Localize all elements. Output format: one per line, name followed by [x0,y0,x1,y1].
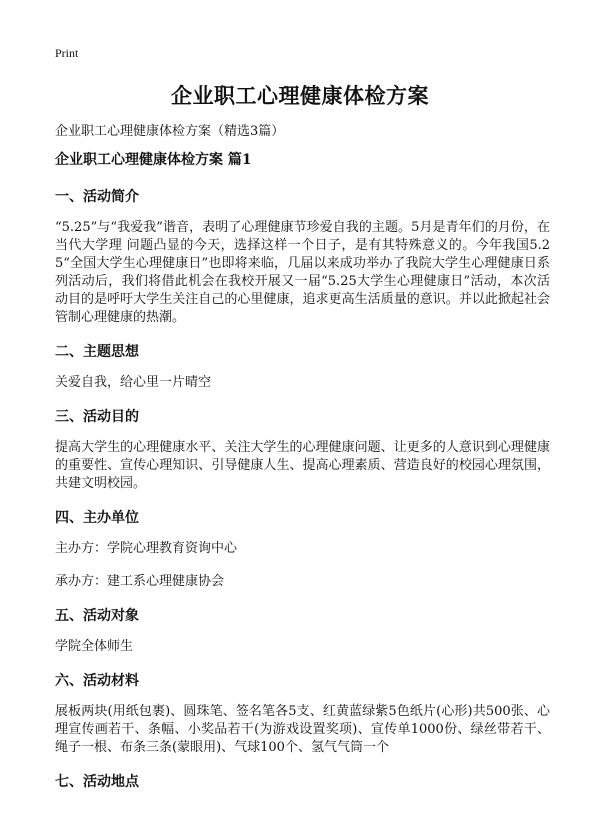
section-theme [55,342,550,392]
page-subtitle: 企业职工心理健康体检方案（精选3篇） [55,124,285,139]
section-heading: 六、活动材料 [55,673,139,689]
section-organizers [55,508,550,591]
section-location [55,772,550,792]
section-heading: 三、活动目的 [55,409,139,425]
section-heading: 四、主办单位 [55,510,139,526]
section-paragraph: 主办方：学院心理教育资询中心 [55,541,238,556]
section-paragraph: 提高大学生的心理健康水平、关注大学生的心理健康问题、让更多的人意识到心理健康的重要性、宣传心理知识、引导健康人生、提高心理素质、营造良好的校园心理氛围，共建文明校园。 [55,440,550,491]
section-audience [55,606,550,656]
page-title: 企业职工心理健康体检方案 [171,83,429,108]
print-link[interactable]: Print [55,46,79,60]
section-heading: 五、活动对象 [55,608,139,624]
section-paragraph: 关爱自我，给心里一片晴空 [55,375,212,390]
section-paragraph: 承办方：建工系心理健康协会 [55,574,225,589]
article-heading: 企业职工心理健康体检方案 篇1 [55,152,252,168]
section-purpose [55,407,550,493]
section-paragraph: 展板两块(用纸包裹)、圆珠笔、签名笔各5支、红黄蓝绿紫5色纸片(心形)共500张、心理宣传画若干、条幅、小奖品若干(为游戏设置奖项)、宣传单1000份、绿丝带若干、绳子一根、布条三条(蒙眼用)、气球100个、氢气气筒一个 [55,704,550,755]
section-heading: 二、主题思想 [55,344,139,360]
section-heading: 七、活动地点 [55,774,139,790]
article-body [55,150,550,804]
section-intro [55,187,550,327]
section-paragraph: “5.25”与“我爱我”谐音，表明了心理健康节珍爱自我的主题。5月是青年们的月份，在当代大学理 问题凸显的今天，选择这样一个日子，是有其特殊意义的。今年我国5.25“全国大学生心理健康日”也即将来临，几届以来成功举办了我院大学生心理健康日系列活动后，我们将借此机会在我校开展又一届“5.25大学生心理健康日”活动，本次活动目的是呼吁大学生关注自己的心里健康，追求更高生活质量的意识。并以此掀起社会管制心理健康的热潮。 [55,220,550,325]
section-heading: 一、活动简介 [55,189,139,205]
section-materials [55,671,550,757]
section-paragraph: 学院全体师生 [55,639,134,654]
